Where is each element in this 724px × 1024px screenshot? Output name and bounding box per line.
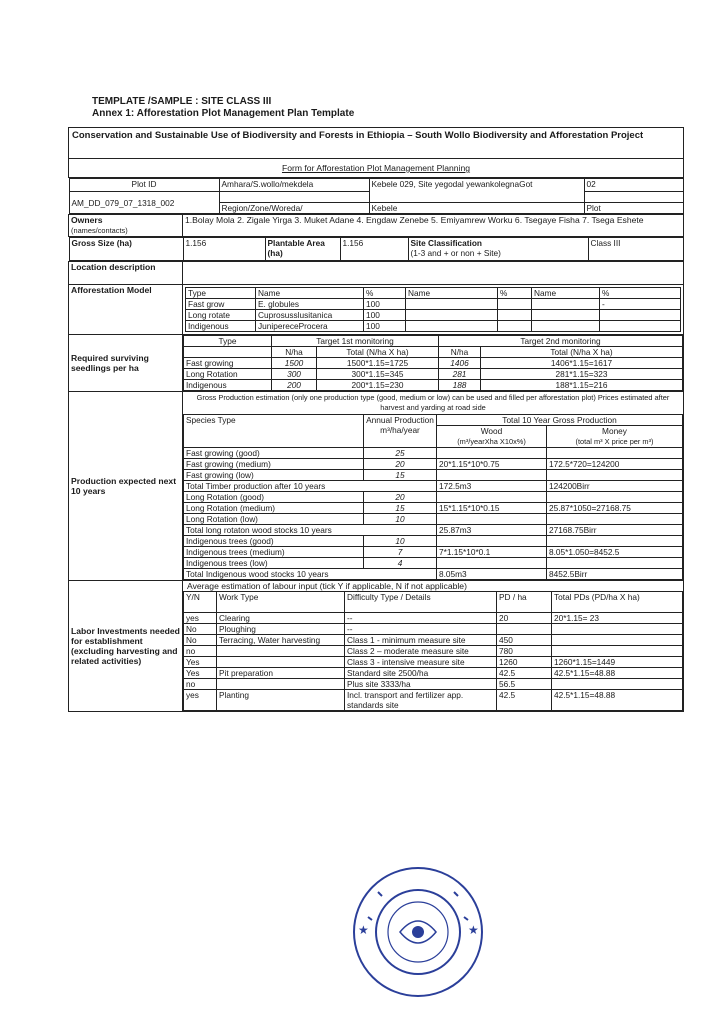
project-title: Conservation and Sustainable Use of Biodiversity and Forests in Ethiopia – South Wollo Biodiversity and Afforestation Project [69,128,684,159]
model-header-name: Name [256,288,364,299]
labour-row: No Terracing, Water harvesting Class 1 - minimum measure site 450 [184,635,683,646]
model-header-name-2: Name [406,288,498,299]
official-seal-stamp [348,862,488,1002]
labour-row: yes Clearing -- 20 20*1.15= 23 [184,613,683,624]
model-table [185,287,681,332]
labour-row: Yes Class 3 - intensive measure site 1260 1260*1.15=1449 [184,657,683,668]
seedlings-row: Long Rotation 300 300*1.15=345 281 281*1.15=323 [184,369,683,380]
model-header-pct-2: % [498,288,532,299]
labour-header-difficulty: Difficulty Type / Details [345,592,497,613]
owners-label: Owners (names/contacts) [69,215,183,237]
owners-value: 1.Bolay Mola 2. Zigale Yirga 3. Muket Adane 4. Engdaw Zenebe 5. Emiyamrew Worku 6. Tsegaye Fisha 7. Tsega Eshete [183,215,684,237]
labour-header-total: Total PDs (PD/ha X ha) [552,592,683,613]
production-row: Fast growing (medium) 20 20*1.15*10*0.75 172.5*720=124200 [184,459,683,470]
seedlings-table [183,335,683,391]
plot-id-table [69,178,684,214]
site-class-label: Site Classification (1-3 and + or non + Site) [408,238,588,261]
labour-table [183,591,683,711]
template-heading: TEMPLATE /SAMPLE : SITE CLASS III [92,96,272,107]
svg-text:★: ★ [358,923,369,937]
production-row: Indigenous trees (good) 10 [184,536,683,547]
production-row: Indigenous trees (low) 4 [184,558,683,569]
kebele-label: Kebele [369,203,584,214]
production-total-row: Total Indigenous wood stocks 10 years 8.05m3 8452.5Birr [184,569,683,580]
production-row: Long Rotation (good) 20 [184,492,683,503]
plantable-value: 1.156 [340,238,408,261]
gross-value: 1.156 [183,238,265,261]
production-note: Gross Production estimation (only one production type (good, medium or low) can be used and filled per afforestation plot) Prices estimated after harvest and yarding at road side [196,393,670,412]
plot-label: Plot [584,203,683,214]
labour-header-work: Work Type [217,592,345,613]
seedlings-header-nha-2: N/ha [439,347,481,358]
model-header-type: Type [186,288,256,299]
labour-row: Yes Pit preparation Standard site 2500/ha 42.5 42.5*1.15=48.88 [184,668,683,679]
gross-label: Gross Size (ha) [69,238,183,261]
management-plan-form [68,127,684,712]
model-row: Long rotate Cuprosusslusitanica 100 [186,310,681,321]
labour-row: no Plus site 3333/ha 56.5 [184,679,683,690]
plantable-label: Plantable Area (ha) [265,238,340,261]
labour-label: Labor Investments needed for establishment (excluding harvesting and related activities) [69,581,183,712]
seedlings-header-nha: N/ha [272,347,317,358]
labour-row: no Class 2 – moderate measure site 780 [184,646,683,657]
plot-value: 02 [584,179,683,192]
production-header-total: Total 10 Year Gross Production [437,415,683,426]
production-row: Long Rotation (low) 10 [184,514,683,525]
production-row: Fast growing (good) 25 [184,448,683,459]
seedlings-label: Required surviving seedlings per ha [69,335,183,392]
seedlings-header-type: Type [184,336,272,347]
model-row: Fast grow E. globules 100 - [186,299,681,310]
production-row: Fast growing (low) 15 [184,470,683,481]
model-header-name-3: Name [532,288,600,299]
svg-text:★: ★ [468,923,479,937]
labour-header-yn: Y/N [184,592,217,613]
seedlings-header-target1: Target 1st monitoring [272,336,439,347]
labour-row: yes Planting Incl. transport and fertilizer app. standards site 42.5 42.5*1.15=48.88 [184,690,683,711]
annex-heading: Annex 1: Afforestation Plot Management Plan Template [92,108,355,119]
kebele-value: Kebele 029, Site yegodal yewankolegnaGot [369,179,584,203]
production-label: Production expected next 10 years [69,392,183,581]
production-header-annual: Annual Production m³/ha/year [364,415,437,448]
production-row: Long Rotation (medium) 15 15*1.15*10*0.15 25.87*1050=27168.75 [184,503,683,514]
seedlings-header-total-2: Total (N/ha X ha) [481,347,683,358]
gross-size-table [69,237,684,261]
model-label: Afforestation Model [69,285,183,335]
region-value: Amhara/S.wollo/mekdela [219,179,369,192]
model-row: Indigenous JunipereceProcera 100 [186,321,681,332]
labour-row: No Ploughing -- [184,624,683,635]
plot-id-label: Plot ID [69,179,219,192]
seedlings-row: Indigenous 200 200*1.15=230 188 188*1.15=216 [184,380,683,391]
production-header-money: Money (total m³ X price per m³) [547,426,683,448]
production-header-species: Species Type [184,415,364,448]
production-total-row: Total Timber production after 10 years 172.5m3 124200Birr [184,481,683,492]
production-total-row: Total long rotaton wood stocks 10 years 25.87m3 27168.75Birr [184,525,683,536]
production-table [183,414,683,580]
form-title: Form for Afforestation Plot Management Planning [69,159,684,178]
seedlings-row: Fast growing 1500 1500*1.15=1725 1406 1406*1.15=1617 [184,358,683,369]
seedlings-header-target2: Target 2nd monitoring [439,336,683,347]
labour-note: Average estimation of labour input (tick Y if applicable, N if not applicable) [187,581,467,591]
production-row: Indigenous trees (medium) 7 7*1.15*10*0.1 8.05*1.050=8452.5 [184,547,683,558]
model-header-pct-3: % [600,288,681,299]
location-label: Location description [69,262,183,285]
site-class-value: Class III [588,238,683,261]
region-label: Region/Zone/Woreda/ [219,203,369,214]
labour-header-pd: PD / ha [497,592,552,613]
production-header-wood: Wood (m³/yearXha X10x%) [437,426,547,448]
model-header-pct: % [364,288,406,299]
plot-id-value: AM_DD_079_07_1318_002 [69,192,219,214]
seedlings-header-total: Total (N/ha X ha) [317,347,439,358]
